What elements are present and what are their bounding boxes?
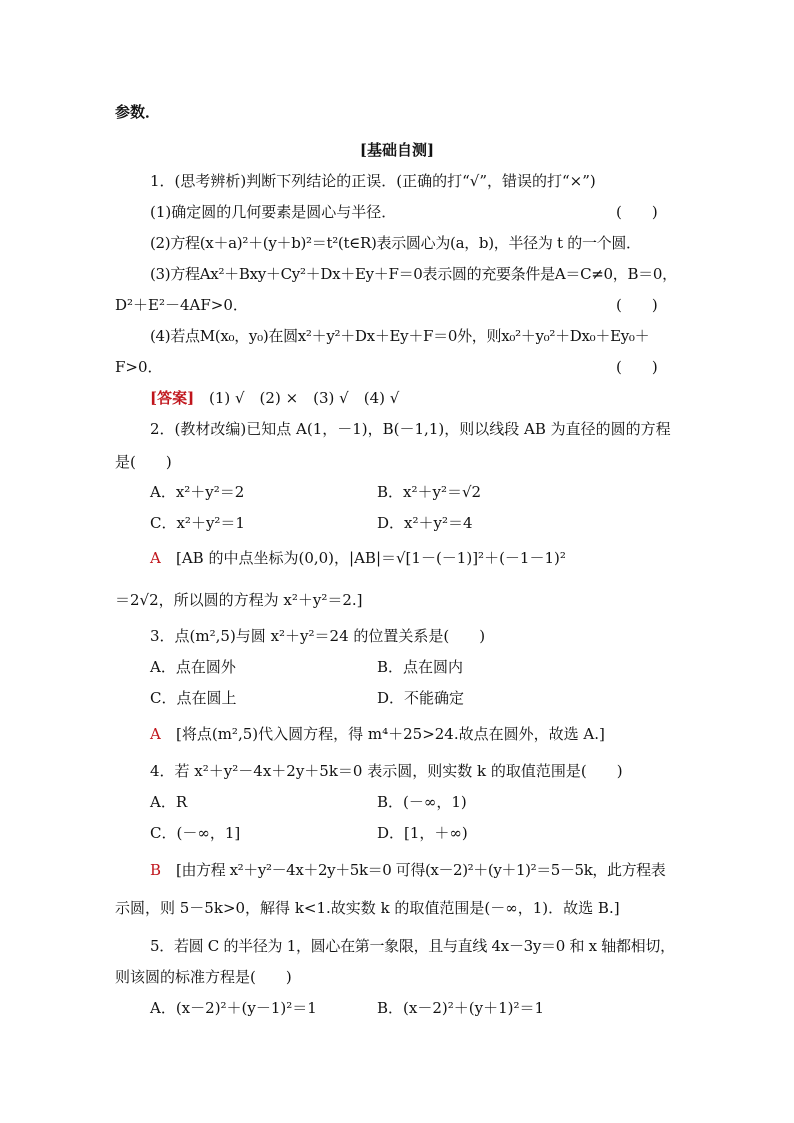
- q4-explanation-line2: 示圆，则 5－5k>0，解得 k<1.故实数 k 的取值范围是(－∞，1)．故选 B.]: [115, 899, 620, 917]
- q2-explanation-line1: [150, 548, 566, 568]
- q2-option-a: A．x²＋y²＝2: [150, 483, 245, 501]
- q2-option-b: B．x²＋y²＝√2: [377, 483, 482, 501]
- top-fragment: 参数．: [115, 103, 161, 121]
- q1-answer-line: [150, 388, 399, 408]
- q4-option-b: B．(－∞，1): [377, 793, 467, 811]
- q5-stem-line1: 5．若圆 C 的半径为 1，圆心在第一象限，且与直线 4x－3y＝0 和 x 轴都相切，: [150, 937, 675, 955]
- q3-option-b: B．点在圆内: [377, 658, 464, 676]
- q2-stem-line2: 是( ): [115, 453, 172, 471]
- q2-option-d: D．x²＋y²＝4: [377, 514, 473, 532]
- section-title: [基础自测]: [359, 141, 435, 159]
- q2-explanation-text1: [AB 的中点坐标为(0,0)，|AB|＝√[1－(－1)]²＋(－1－1)²: [176, 549, 566, 567]
- q5-stem-line2: 则该圆的标准方程是( ): [115, 968, 292, 986]
- q3-explanation-text: [将点(m²,5)代入圆方程，得 m⁴＋25>24.故点在圆外，故选 A.]: [176, 725, 605, 743]
- q2-answer-letter: A: [150, 549, 161, 567]
- q2-stem-line1: 2．(教材改编)已知点 A(1，－1)，B(－1,1)，则以线段 AB 为直径的圆的方程: [150, 420, 671, 438]
- q1-item-3: (3)方程Ax²＋Bxy＋Cy²＋Dx＋Ey＋F＝0表示圆的充要条件是A＝C≠0，B＝0，: [150, 265, 677, 283]
- q3-option-a: A．点在圆外: [150, 658, 236, 676]
- q1-item-2: (2)方程(x＋a)²＋(y＋b)²＝t²(t∈R)表示圆心为(a，b)，半径为 t 的一个圆．: [150, 234, 641, 252]
- q1-item-4-paren: ( ): [616, 358, 658, 376]
- q1-item-3-cont: D²＋E²－4AF>0．: [115, 296, 248, 314]
- answer-label: [答案]: [150, 389, 195, 407]
- q4-explanation-text1: [由方程 x²＋y²－4x＋2y＋5k＝0 可得(x－2)²＋(y＋1)²＝5－5k，此方程表: [176, 861, 666, 879]
- q1-item-4: (4)若点M(x₀，y₀)在圆x²＋y²＋Dx＋Ey＋F＝0外，则x₀²＋y₀²＋Dx₀＋Ey₀＋: [150, 327, 650, 345]
- q4-option-c: C．(－∞，1]: [150, 824, 241, 842]
- q4-stem: 4．若 x²＋y²－4x＋2y＋5k＝0 表示圆，则实数 k 的取值范围是( ): [150, 762, 623, 780]
- q5-option-b: B．(x－2)²＋(y＋1)²＝1: [377, 999, 545, 1017]
- q3-answer-letter: A: [150, 725, 161, 743]
- q3-explanation: [150, 724, 605, 744]
- q3-stem: 3．点(m²,5)与圆 x²＋y²＝24 的位置关系是( ): [150, 627, 486, 645]
- q5-option-a: A．(x－2)²＋(y－1)²＝1: [150, 999, 317, 1017]
- q1-answer-text: (1) √ (2) × (3) √ (4) √: [208, 389, 400, 407]
- q1-stem: 1．(思考辨析)判断下列结论的正误．(正确的打“√”，错误的打“×”): [150, 172, 596, 190]
- q4-option-d: D．[1，＋∞): [377, 824, 468, 842]
- q2-option-c: C．x²＋y²＝1: [150, 514, 245, 532]
- q4-explanation-line1: [150, 860, 665, 880]
- q1-item-3-paren: ( ): [616, 296, 658, 314]
- q1-item-1: (1)确定圆的几何要素是圆心与半径．: [150, 203, 397, 221]
- q3-option-c: C．点在圆上: [150, 689, 237, 707]
- q1-item-1-paren: ( ): [616, 203, 658, 221]
- q4-answer-letter: B: [150, 861, 161, 879]
- q1-item-4-cont: F>0．: [115, 358, 163, 376]
- q3-option-d: D．不能确定: [377, 689, 465, 707]
- q2-explanation-line2: ＝2√2，所以圆的方程为 x²＋y²＝2.]: [115, 591, 363, 609]
- q4-option-a: A．R: [150, 793, 188, 811]
